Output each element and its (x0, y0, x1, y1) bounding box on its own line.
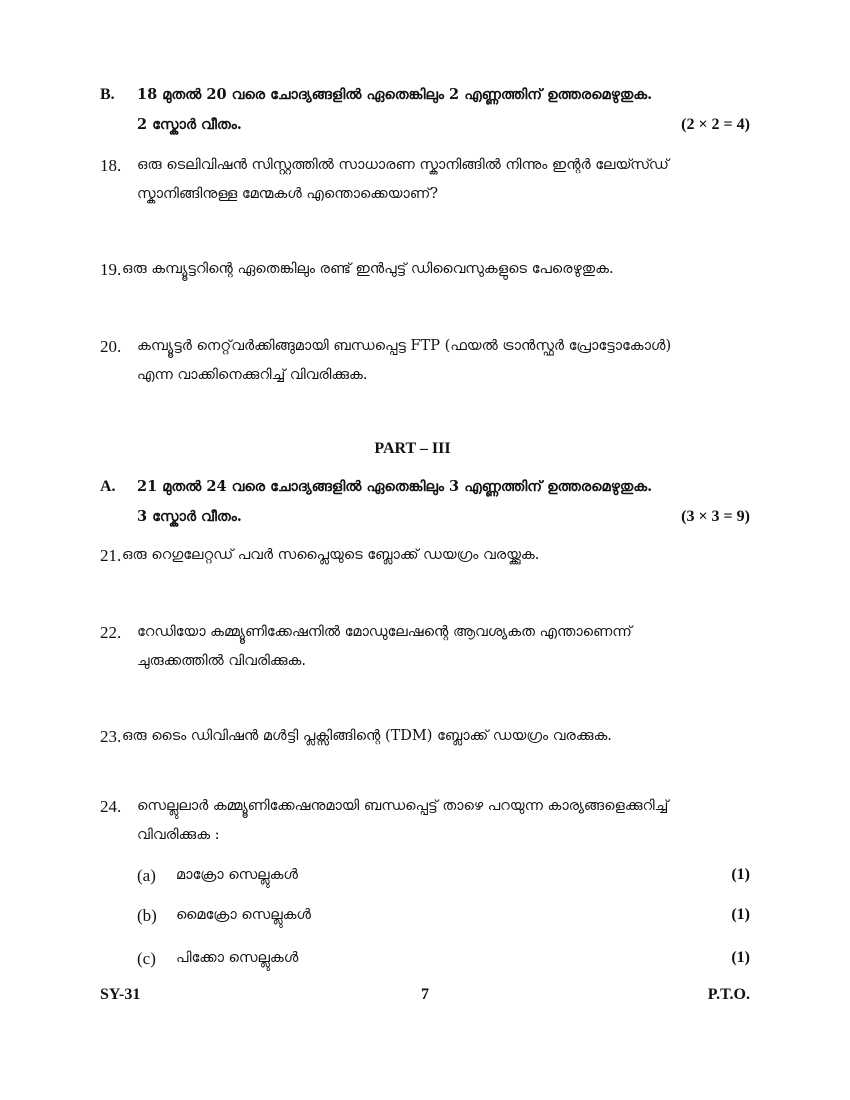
pto-label: P.T.O. (707, 986, 750, 1003)
question-text: സെല്ലുലാർ കമ്മ്യൂണിക്കേഷനുമായി ബന്ധപ്പെട്ട് താഴെ പറയുന്ന കാര്യങ്ങളെക്കുറിച്ച് (137, 798, 669, 814)
subitem-text: മാക്രോ സെല്ലുകൾ (176, 867, 298, 883)
question-number: 24. (100, 797, 122, 816)
question-text-continued: എന്ന വാക്കിനെക്കുറിച്ച് വിവരിക്കുക. (137, 367, 368, 383)
subitem-mark: (1) (731, 949, 750, 966)
subitem-label: (c) (137, 949, 156, 968)
question-text-continued: ചുരുക്കത്തിൽ വിവരിക്കുക. (137, 653, 306, 669)
footer-code: SY-31 (100, 986, 141, 1003)
question-number: 23. (100, 727, 122, 746)
question-text-continued: സ്കാനിങ്ങിനുള്ള മേന്മകൾ എന്തൊക്കെയാണ്? (137, 186, 439, 202)
subitem-label: (b) (137, 906, 157, 925)
section-a-letter: A. (100, 478, 116, 495)
section-a-instruction: 21 മുതൽ 24 വരെ ചോദ്യങ്ങളിൽ ഏതെങ്കിലും 3 എണ്ണത്തിന് ഉത്തരമെഴുതുക. (137, 478, 653, 495)
page-number: 7 (421, 986, 429, 1003)
question-number: 19. (100, 260, 122, 279)
section-a-marks: (3 × 3 = 9) (681, 508, 750, 525)
question-text: കമ്പ്യൂട്ടർ നെറ്റ്‌വർക്കിങ്ങുമായി ബന്ധപ്പെട്ട FTP (ഫയൽ ട്രാൻസ്ഫർ പ്രോട്ടോകോൾ) (137, 338, 672, 354)
question-number: 20. (100, 337, 122, 356)
question-number: 18. (100, 156, 122, 175)
question-text: ഒരു റെഗുലേറ്റഡ് പവർ സപ്ലൈയുടെ ബ്ലോക്ക് ഡയഗ്രം വരയ്ക്കുക. (122, 547, 540, 563)
question-number: 22. (100, 623, 122, 642)
question-number: 21. (100, 546, 122, 565)
section-b-instruction: 18 മുതൽ 20 വരെ ചോദ്യങ്ങളിൽ ഏതെങ്കിലും 2 എണ്ണത്തിന് ഉത്തരമെഴുതുക. (137, 86, 653, 103)
part-title: PART – III (374, 440, 451, 457)
question-text: റേഡിയോ കമ്മ്യൂണിക്കേഷനിൽ മോഡുലേഷന്റെ ആവശ്യകത എന്താണെന്ന് (137, 624, 632, 640)
question-text: ഒരു ടെലിവിഷൻ സിസ്റ്റത്തിൽ സാധാരണ സ്കാനിങ്ങിൽ നിന്നും ഇന്റർ ലേയ്സ്ഡ് (137, 157, 669, 173)
section-b-score-line: 2 സ്കോർ വീതം. (137, 116, 242, 133)
section-a-score-line: 3 സ്കോർ വീതം. (137, 508, 242, 525)
subitem-mark: (1) (731, 866, 750, 883)
question-text: ഒരു ടൈം ഡിവിഷൻ മൾട്ടി പ്ലക്സിങ്ങിന്റെ (TDM) ബ്ലോക്ക് ഡയഗ്രം വരക്കുക. (122, 728, 612, 744)
subitem-text: പിക്കോ സെല്ലുകൾ (176, 950, 299, 966)
subitem-mark: (1) (731, 906, 750, 923)
question-text-continued: വിവരിക്കുക : (137, 827, 220, 843)
subitem-text: മൈക്രോ സെല്ലുകൾ (176, 907, 311, 923)
subitem-label: (a) (137, 866, 156, 885)
question-text: ഒരു കമ്പ്യൂട്ടറിന്റെ ഏതെങ്കിലും രണ്ട് ഇൻപുട്ട് ഡിവൈസുകളുടെ പേരെഴുതുക. (122, 261, 614, 277)
section-b-marks: (2 × 2 = 4) (681, 116, 750, 133)
section-b-letter: B. (100, 86, 115, 103)
